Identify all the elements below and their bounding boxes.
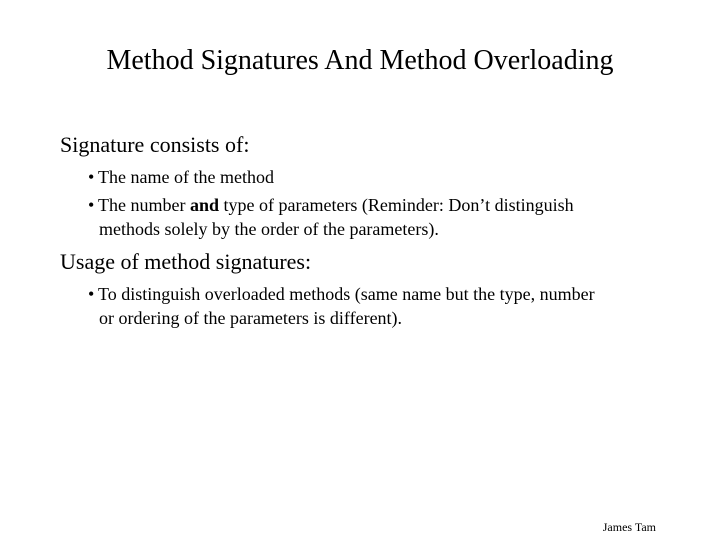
bullet-number-and-type xyxy=(88,193,668,241)
footer-author: James Tam xyxy=(602,520,656,534)
bullet-text: To distinguish overloaded methods (same name but the type, number xyxy=(98,284,595,304)
bullet-name-of-method xyxy=(88,165,668,189)
bullet-text: The name of the method xyxy=(98,167,274,187)
section-heading-usage: Usage of method signatures: xyxy=(60,249,312,274)
bullet-text-bold: and xyxy=(189,195,219,215)
section-heading-signature: Signature consists of: xyxy=(60,132,250,157)
bullet-text-pre: The number xyxy=(98,195,190,215)
slide-title: Method Signatures And Method Overloading xyxy=(106,45,614,76)
bullet-text-post: type of parameters (Reminder: Don’t distinguish xyxy=(219,195,574,215)
bullet-text-continuation: methods solely by the order of the parameters). xyxy=(99,219,439,239)
bullet-distinguish-overloaded xyxy=(88,282,668,330)
bullet-glyph: • xyxy=(88,167,95,187)
bullet-text-continuation: or ordering of the parameters is different). xyxy=(99,308,403,328)
bullet-glyph: • xyxy=(88,284,95,304)
bullet-glyph: • xyxy=(88,195,95,215)
